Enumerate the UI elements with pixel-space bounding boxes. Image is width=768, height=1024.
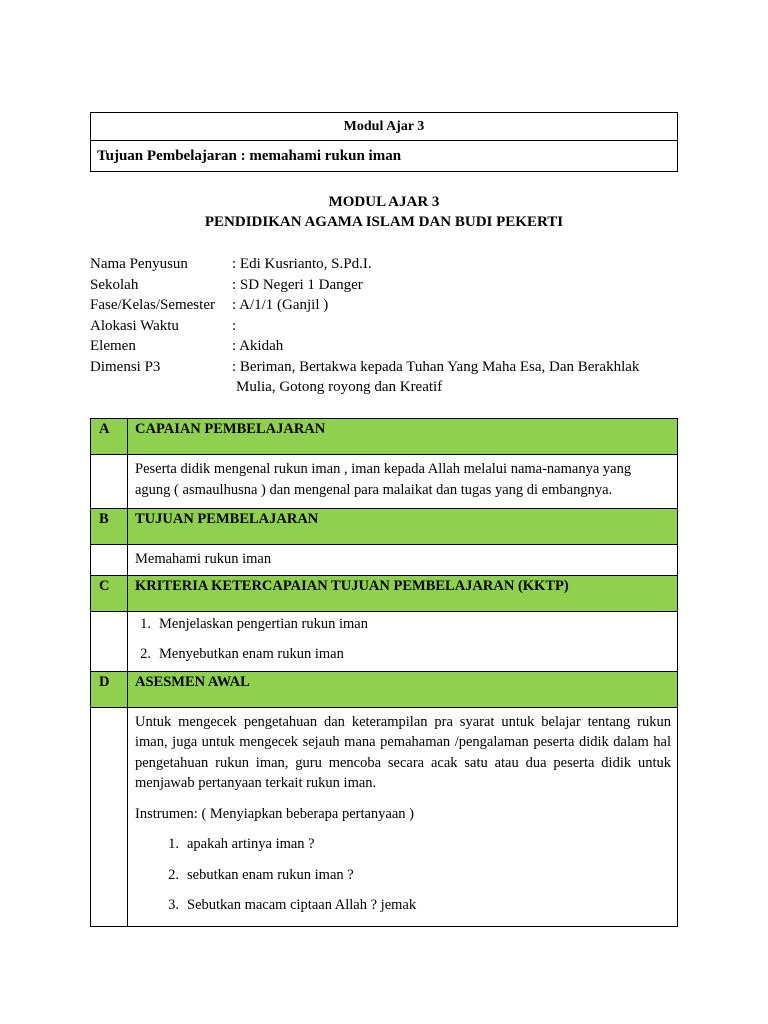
section-header-c [91,575,678,611]
info-row-fase-kelas-semester [90,295,678,316]
section-heading: KRITERIA KETERCAPAIAN TUJUAN PEMBELAJARAN (KKTP) [128,575,678,611]
list-number: 3. [168,897,179,913]
module-header-tujuan: Tujuan Pembelajaran : memahami rukun iman [91,141,678,172]
info-label: Dimensi P3 [90,358,161,375]
info-row-dimensi-p3 [90,357,678,378]
empty-cell [91,707,128,926]
info-row-nama-penyusun [90,254,678,275]
section-content [128,545,678,576]
info-row-elemen [90,336,678,357]
module-header-box [90,112,678,172]
section-body-a [91,455,678,509]
empty-cell [91,545,128,576]
section-body-c [91,611,678,671]
section-content [128,707,678,926]
asesmen-paragraph: Untuk mengecek pengetahuan dan keterampilan pra syarat untuk belajar tentang rukun iman, juga untuk mengecek sejauh mana pemahaman /pengalaman peserta didik dalam hal pengetahuan rukun iman, guru mencoba secara acak satu atau dua peserta didik untuk menjawab pertanyaan terkait rukun iman. [135,713,671,791]
info-value: : A/1/1 (Ganjil ) [232,297,329,313]
info-label: Elemen [90,338,136,354]
list-text: sebutkan enam rukun iman ? [187,866,354,883]
section-heading: CAPAIAN PEMBELAJARAN [128,419,678,455]
list-text: Sebutkan macam ciptaan Allah ? jemak [187,897,417,913]
empty-cell [91,611,128,671]
section-content [128,455,678,509]
info-value: : SD Negeri 1 Danger [232,276,363,293]
list-number: 1. [168,836,179,852]
info-label: Fase/Kelas/Semester [90,297,215,313]
section-header-b [91,509,678,545]
list-number: 2. [140,646,151,662]
info-label: Nama Penyusun [90,256,188,272]
section-letter: C [91,575,128,611]
section-heading: TUJUAN PEMBELAJARAN [128,509,678,545]
document-title: MODUL AJAR 3 [328,194,440,210]
module-content-table [90,418,678,927]
list-number: 1. [140,615,151,632]
section-heading: ASESMEN AWAL [128,671,678,707]
list-text: Menyebutkan enam rukun iman [159,646,344,662]
module-header-title: Modul Ajar 3 [91,113,678,141]
list-item [135,644,671,665]
document-subtitle: PENDIDIKAN AGAMA ISLAM DAN BUDI PEKERTI [204,214,564,230]
empty-cell [91,455,128,509]
list-item [135,614,671,635]
list-item [153,834,671,855]
instrumen-line: Instrumen: ( Menyiapkan beberapa pertanyaan ) [135,805,415,822]
section-letter: B [91,509,128,545]
info-label: Alokasi Waktu [90,317,179,334]
tujuan-text: Memahami rukun iman [135,551,272,567]
list-item [153,895,671,916]
section-header-a [91,419,678,455]
section-letter: A [91,419,128,455]
info-value: : Edi Kusrianto, S.Pd.I. [232,256,372,272]
list-text: apakah artinya iman ? [187,836,315,852]
info-label: Sekolah [90,276,139,293]
section-body-d [91,707,678,926]
info-row-alokasi-waktu [90,316,678,337]
info-row-sekolah [90,275,678,296]
asesmen-question-list [135,834,671,916]
list-number: 2. [168,866,179,883]
capaian-line-2: agung ( asmaulhusna ) dan mengenal para malaikat dan tugas yang di embangnya. [135,481,613,498]
info-value: : Beriman, Bertakwa kepada Tuhan Yang Maha Esa, Dan Berakhlak [232,358,640,375]
capaian-line-1: Peserta didik mengenal rukun iman , iman kepada Allah melalui nama-namanya yang [135,461,632,477]
kktp-list [135,614,671,665]
info-value: : [232,317,237,334]
section-letter: D [91,671,128,707]
section-body-b [91,545,678,576]
list-item [153,865,671,886]
section-content [128,611,678,671]
info-dimensi-continuation: Mulia, Gotong royong dan Kreatif [236,379,443,395]
identity-block [90,254,678,398]
list-text: Menjelaskan pengertian rukun iman [159,615,368,632]
info-value: : Akidah [232,338,284,354]
section-header-d [91,671,678,707]
